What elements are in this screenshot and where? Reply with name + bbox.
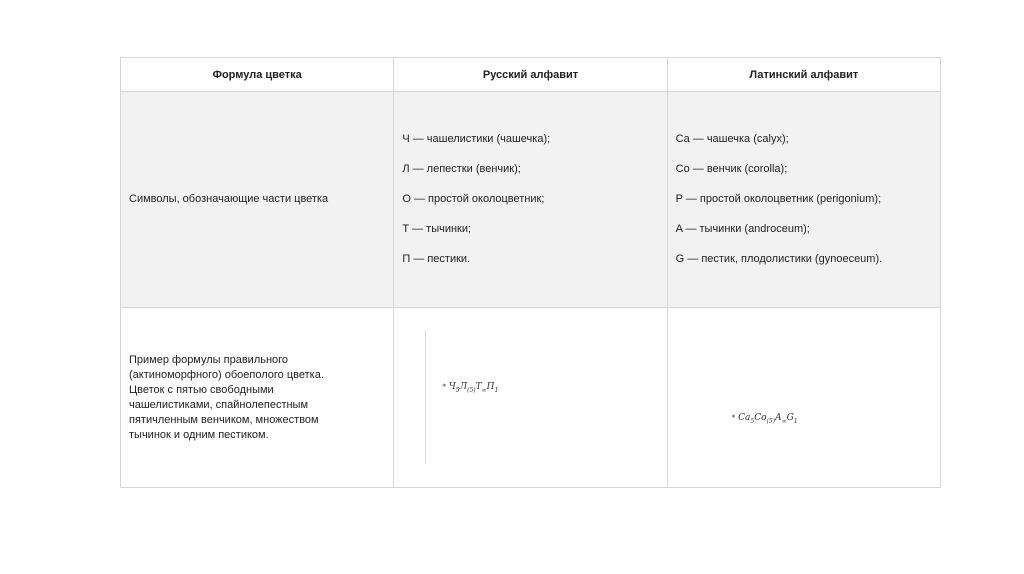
header-latin: Латинский алфавит [667, 58, 940, 92]
formula-sub: (5) [467, 386, 476, 394]
header-formula: Формула цветка [121, 58, 394, 92]
row-label: Символы, обозначающие части цветка [129, 193, 329, 205]
header-russian: Русский алфавит [394, 58, 667, 92]
russian-formula-cell [394, 308, 667, 488]
list-item: Ca — чашечка (calyx); [675, 133, 789, 145]
russian-formula [442, 382, 498, 394]
list-item: О — простой околоцветник; [402, 193, 545, 205]
row-label-cell [121, 92, 394, 308]
actinomorphic-symbol: * [731, 414, 736, 422]
formula-part: Т [475, 382, 482, 392]
list-item: G — пестик, плодолистики (gynoeceum). [675, 253, 883, 265]
list-item: Т — тычинки; [402, 223, 472, 235]
formula-sub: 5 [750, 417, 755, 425]
formula-part: Ca [738, 413, 751, 423]
actinomorphic-symbol: * [442, 383, 446, 391]
formula-sub: 5 [455, 386, 460, 394]
formula-part: Ч [448, 382, 456, 392]
divider [425, 330, 426, 464]
list-item: Co — венчик (corolla); [675, 163, 788, 175]
formula-part: A [775, 413, 782, 423]
list-item: P — простой околоцветник (perigonium); [675, 193, 882, 205]
table-row [121, 92, 941, 308]
latin-formula [732, 413, 798, 425]
formula-sub: 1 [494, 386, 499, 394]
row-label: Пример формулы правильного (актиноморфного) обоеполого цветка. Цветок с пятью свободными чашелистиками, спайнолепестным пятичленным венчиком, множеством тычинок и одним пестиком. [129, 353, 324, 441]
flower-formula-table [120, 57, 941, 488]
latin-formula-cell [667, 308, 940, 488]
list-item: Л — лепестки (венчик); [402, 163, 521, 175]
list-item: A — тычинки (androceum); [675, 223, 810, 235]
formula-part: Co [754, 413, 767, 423]
formula-part: Л [459, 382, 468, 392]
formula-part: П [486, 382, 495, 392]
formula-sub: (5) [766, 417, 776, 425]
list-item: П — пестики. [402, 253, 471, 265]
latin-symbols-cell [667, 92, 940, 308]
formula-sub: ∞ [481, 386, 487, 394]
row-label-cell [121, 308, 394, 488]
table-row [121, 308, 941, 488]
header-row [121, 58, 941, 92]
formula-part: G [786, 413, 794, 423]
list-item: Ч — чашелистики (чашечка); [402, 133, 551, 145]
formula-sub: 1 [793, 417, 798, 425]
formula-sub: ∞ [781, 417, 787, 425]
russian-symbols-cell [394, 92, 667, 308]
